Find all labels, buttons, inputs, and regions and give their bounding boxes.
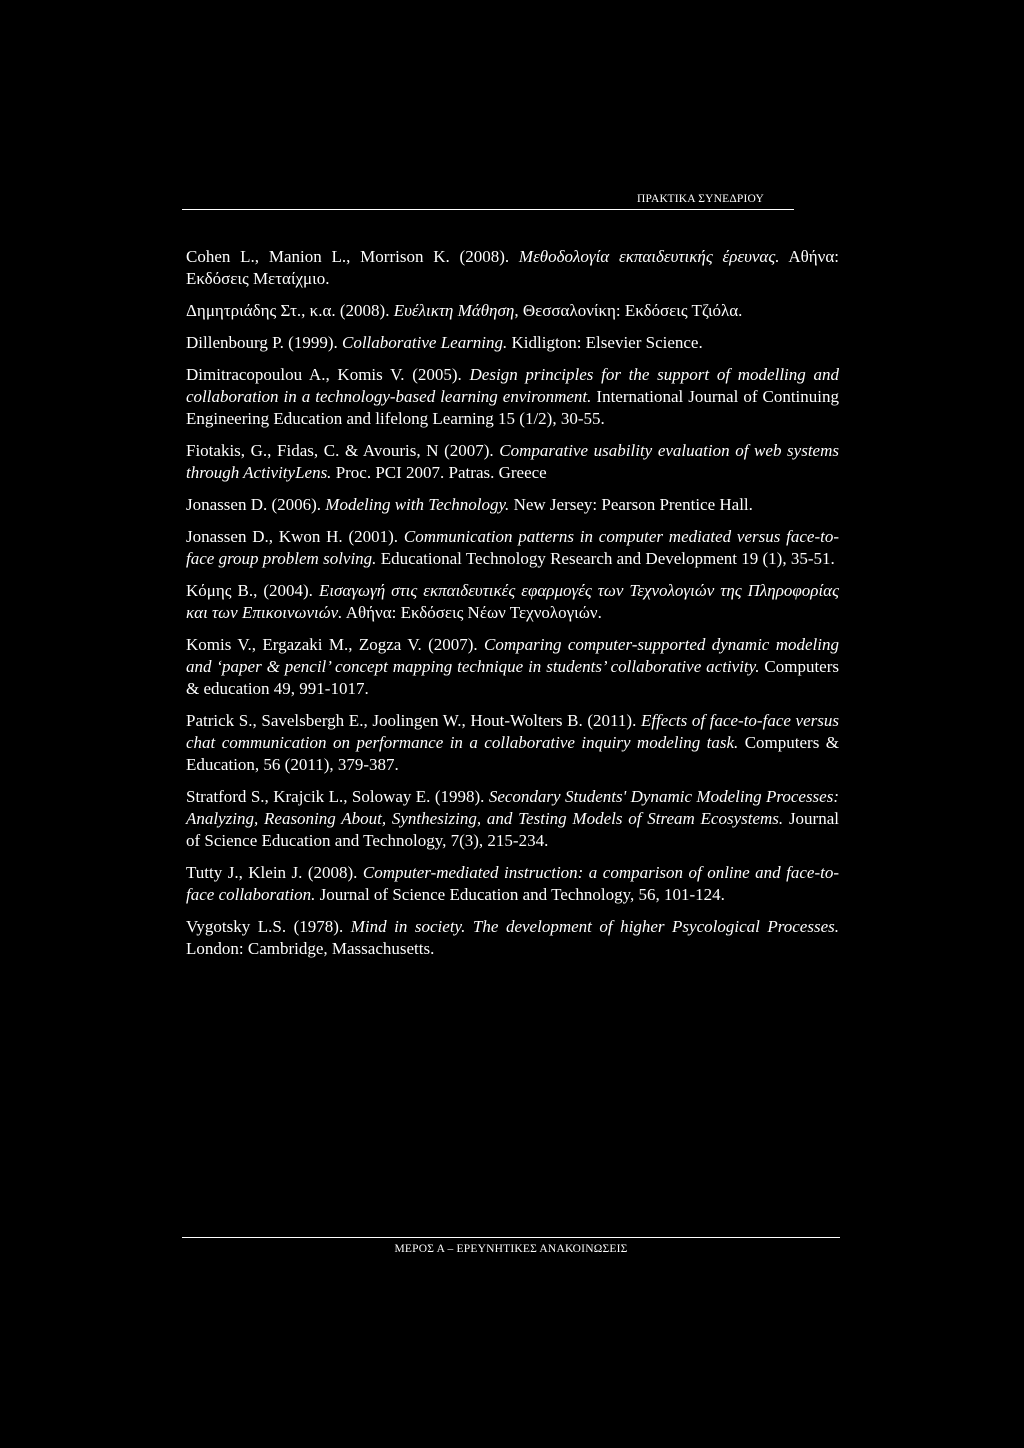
reference-item [186, 634, 839, 700]
reference-source: Proc. PCI 2007. Patras. Greece [331, 463, 547, 482]
reference-title: Secondary Students' Dynamic Modeling Processes: Analyzing, Reasoning About, Synthesizing, and Testing Models of Stream Ecosystems. [186, 787, 839, 828]
reference-source: , Θεσσαλονίκη: Εκδόσεις Τζιόλα. [514, 301, 743, 320]
reference-title: Comparative usability evaluation of web systems through ActivityLens. [186, 441, 839, 482]
reference-item [186, 916, 839, 960]
reference-item [186, 364, 839, 430]
reference-item [186, 862, 839, 906]
reference-source: New Jersey: Pearson Prentice Hall. [509, 495, 753, 514]
reference-authors: Κόμης Β., (2004). [186, 581, 319, 600]
reference-list [186, 246, 839, 970]
reference-item [186, 580, 839, 624]
reference-authors: Stratford S., Krajcik L., Soloway E. (1998). [186, 787, 489, 806]
reference-source: Computers & education 49, 991-1017. [186, 657, 840, 698]
reference-authors: Dimitracopoulou A., Komis V. (2005). [186, 365, 470, 384]
reference-source: Αθήνα: Εκδόσεις Νέων Τεχνολογιών. [342, 603, 602, 622]
reference-title: Effects of face-to-face versus chat communication on performance in a collaborative inquiry modeling task. [186, 711, 839, 752]
reference-source: Educational Technology Research and Development 19 (1), 35-51. [376, 549, 835, 568]
reference-title: Modeling with Technology. [325, 495, 510, 514]
reference-title: Mind in society. The development of higher Psycological Processes. [350, 917, 839, 936]
reference-item [186, 440, 839, 484]
reference-source: London: Cambridge, Massachusetts. [186, 939, 435, 958]
reference-title: Communication patterns in computer mediated versus face-to-face group problem solving. [186, 527, 840, 568]
reference-authors: Dillenbourg P. (1999). [186, 333, 342, 352]
reference-item [186, 300, 839, 322]
reference-source: Journal of Science Education and Technology, 7(3), 215-234. [186, 809, 839, 850]
reference-source: Journal of Science Education and Technology, 56, 101-124. [315, 885, 725, 904]
reference-item [186, 786, 839, 852]
reference-source: Αθήνα: Εκδόσεις Μεταίχμιο. [186, 247, 839, 288]
reference-title: Ευέλικτη Μάθηση [393, 301, 515, 320]
header-rule [182, 209, 794, 210]
reference-source: Kidligton: Elsevier Science. [507, 333, 703, 352]
running-foot: ΜΕΡΟΣ Α – ΕΡΕΥΝΗΤΙΚΕΣ ΑΝΑΚΟΙΝΩΣΕΙΣ [394, 1243, 628, 1255]
reference-title: Comparing computer-supported dynamic modeling and ‘paper & pencil’ concept mapping technique in students’ collaborative activity. [186, 635, 839, 676]
running-head: ΠΡΑΚΤΙΚΑ ΣΥΝΕΔΡΙΟΥ [636, 193, 764, 205]
reference-authors: Tutty J., Klein J. (2008). [186, 863, 363, 882]
reference-authors: Jonassen D. (2006). [186, 495, 326, 514]
reference-item [186, 710, 839, 776]
reference-item [186, 494, 839, 516]
reference-source: International Journal of Continuing Engineering Education and lifelong Learning 15 (1/2), 30-55. [186, 387, 839, 428]
reference-title: Εισαγωγή στις εκπαιδευτικές εφαρμογές των Τεχνολογιών της Πληροφορίας και των Επικοινωνιών. [186, 581, 839, 622]
reference-title: Computer-mediated instruction: a comparison of online and face-to-face collaboration. [186, 863, 839, 904]
reference-title: Μεθοδολογία εκπαιδευτικής έρευνας. [518, 247, 780, 266]
reference-authors: Jonassen D., Kwon H. (2001). [186, 527, 404, 546]
reference-authors: Patrick S., Savelsbergh E., Joolingen W., Hout-Wolters B. (2011). [186, 711, 641, 730]
reference-source: Computers & Education, 56 (2011), 379-387. [186, 733, 839, 774]
reference-authors: Cohen L., Manion L., Morrison K. (2008). [186, 247, 519, 266]
reference-authors: Δημητριάδης Στ., κ.α. (2008). [186, 301, 394, 320]
reference-authors: Vygotsky L.S. (1978). [186, 917, 351, 936]
reference-authors: Komis V., Ergazaki M., Zogza V. (2007). [186, 635, 485, 654]
footer-rule [182, 1237, 840, 1238]
reference-item [186, 246, 839, 290]
reference-item [186, 332, 839, 354]
reference-title: Collaborative Learning. [342, 333, 508, 352]
reference-item [186, 526, 839, 570]
reference-authors: Fiotakis, G., Fidas, C. & Avouris, N (2007). [186, 441, 500, 460]
reference-title: Design principles for the support of modelling and collaboration in a technology-based learning environment. [186, 365, 839, 406]
